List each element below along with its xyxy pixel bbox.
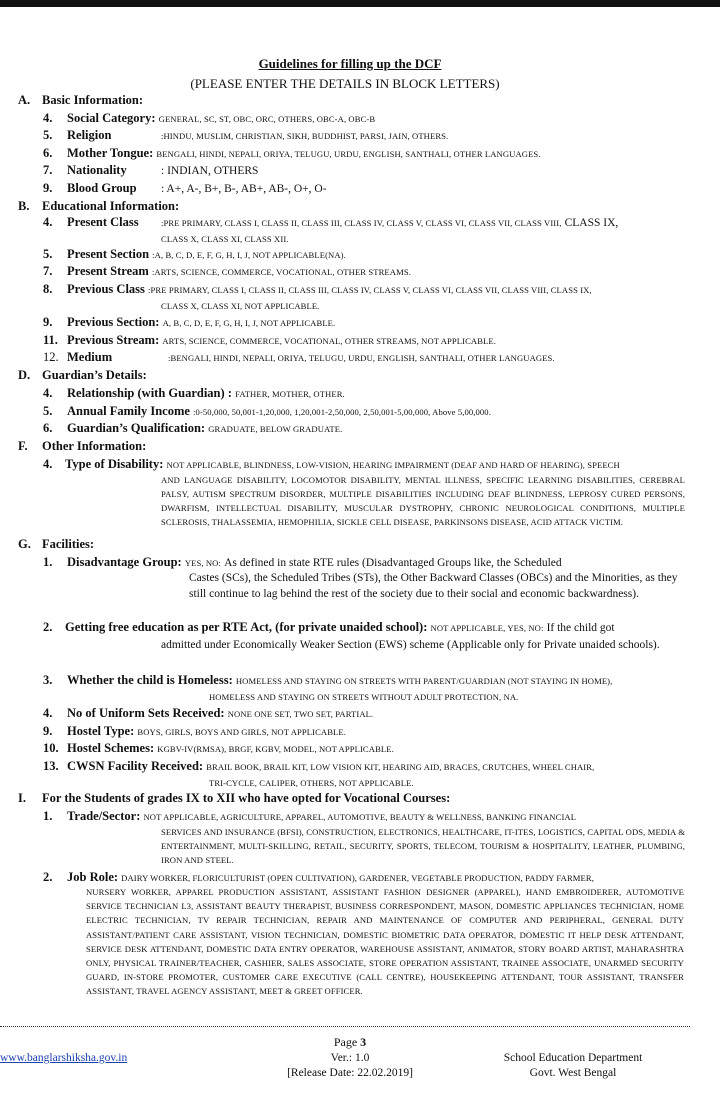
page-title: Guidelines for filling up the DCF	[258, 56, 442, 71]
present-class-cont: CLASS X, CLASS XI, CLASS XII.	[161, 234, 289, 244]
section-d-heading: D. Guardian’s Details:	[18, 368, 147, 382]
mother-tongue-item: 6. Mother Tongue: BENGALI, HINDI, NEPALI, ORIYA, TELUGU, URDU, ENGLISH, SANTHALI, OTHER LANGUAGES.	[43, 146, 541, 160]
present-stream-item: 7. Present Stream :ARTS, SCIENCE, COMMERCE, VOCATIONAL, OTHER STREAMS.	[43, 264, 411, 278]
homeless-cont: HOMELESS AND STAYING ON STREETS WITHOUT ADULT PROTECTION, NA.	[209, 692, 519, 702]
section-i-heading: I. For the Students of grades IX to XII who have opted for Vocational Courses:	[18, 791, 451, 805]
previous-section-item: 9. Previous Section: A, B, C, D, E, F, G, H, I, J, NOT APPLICABLE.	[43, 315, 336, 329]
trade-sector-item: 1. Trade/Sector: NOT APPLICABLE, AGRICULTURE, APPAREL, AUTOMOTIVE, BEAUTY & WELLNESS, BANKING FINANCIAL	[43, 809, 577, 823]
footer-divider	[0, 1026, 690, 1027]
hostel-type-item: 9. Hostel Type: BOYS, GIRLS, BOYS AND GIRLS, NOT APPLICABLE.	[43, 724, 346, 738]
job-role-item: 2. Job Role: DAIRY WORKER, FLORICULTURIST (OPEN CULTIVATION), GARDENER, VEGETABLE PRODUCTION, PADDY FARMER,	[43, 870, 594, 884]
disability-type-cont: AND LANGUAGE DISABILITY, LOCOMOTOR DISABILITY, MENTAL ILLNESS, SPECIFIC LEARNING DISABILITIES, CEREBRAL PALSY, AUTISM SPECTRUM DISORDER, MULTIPLE DISABILITIES INCLUDING DEAF BLINDNESS, LEPROSY CURED PERSONS, DWARFISM, INTELLECTUAL DISABILITY, MUSCULAR DYSTROPHY, CHRONIC NEUROLOGICAL CONDITIONS, MULTIPLE SCLEROSIS, THALASSEMIA, HEMOPHILIA, SICKLE CELL DISEASE, PARKINSONS DISEASE, ACID ATTACK VICTIM.	[161, 475, 685, 527]
job-role-cont: NURSERY WORKER, APPAREL PRODUCTION ASSISTANT, ASSISTANT FASHION DESIGNER (APPAREL), HAND EMBROIDERER, AUTOMOTIVE SERVICE TECHNICIAN L3, ASSISTANT BEAUTY THERAPIST, BUSINESS CORRESPONDENT, MASON, DOMESTIC APPLIANCES TECHNICIAN, HOME ELECTRIC TECHNICIAN, TV REPAIR TECHNICIAN, REPAIR AND MAINTENANCE OF COMPUTER AND PERIPHERAL, GENERAL DUTY ASSISTANT/PATIENT CARE ASSISTANT, VISION TECHNICIAN, DOMESTIC BIOMETRIC DATA OPERATOR, DOMESTIC IT HELP DESK ATTENDANT, SERVICE DESK ATTENDANT, DOMESTIC DATA ENTRY OPERATOR, WAREHOUSE ASSISTANT, ANIMATOR, STORY BOARD ARTIST, MAHARASHTRA ONLY, PHYSICAL TRAINER/TEACHER, CASHIER, SALES ASSOCIATE, STORE OPERATION ASSISTANT, TRAINEE ASSOCIATE, UNARMED SECURITY GUARD, IN-STORE PROMOTER, CUSTOMER CARE EXECUTIVE (CALL CENTRE), HOUSEKEEPING ATTENDANT, TOUR ASSISTANT, TRANSFER ASSISTANT, TRAVEL AGENCY ASSISTANT, MEET & GREET OFFICER.	[86, 887, 684, 997]
section-a-heading: A. Basic Information:	[18, 93, 144, 107]
homeless-item: 3. Whether the child is Homeless: HOMELESS AND STAYING ON STREETS WITH PARENT/GUARDIAN (NOT STAYING IN HOME),	[43, 673, 613, 687]
trade-sector-cont: SERVICES AND INSURANCE (BFSI), CONSTRUCTION, ELECTRONICS, HEALTHCARE, IT-ITES, LOGISTICS, CAPITAL ODS, MEDIA & ENTERTAINMENT, MULTI-SKILLING, RETAIL, SECURITY, SPORTS, TELECOM, TOURISM & HOSPITALITY, LEATHER, PLUMBING, IRON AND STEEL.	[161, 827, 685, 865]
previous-stream-item: 11. Previous Stream: ARTS, SCIENCE, COMMERCE, VOCATIONAL, OTHER STREAMS, NOT APPLICABLE.	[43, 333, 497, 347]
medium-item: 12. Medium :BENGALI, HINDI, NEPALI, ORIYA, TELUGU, URDU, ENGLISH, SANTHALI, OTHER LANGUAGES.	[43, 350, 555, 364]
guardian-relationship-item: 4. Relationship (with Guardian) : FATHER, MOTHER, OTHER.	[43, 386, 345, 400]
social-category-item: 4. Social Category: GENERAL, SC, ST, OBC, ORC, OTHERS, OBC-A, OBC-B	[43, 111, 376, 125]
department-name: School Education Department	[503, 1052, 643, 1064]
previous-class-item: 8. Previous Class :PRE PRIMARY, CLASS I, CLASS II, CLASS III, CLASS IV, CLASS V, CLASS VI, CLASS VII, CLASS VIII, CLASS IX,	[43, 282, 592, 296]
present-class-item: 4. Present Class :PRE PRIMARY, CLASS I, CLASS II, CLASS III, CLASS IV, CLASS V, CLASS VI, CLASS VII, CLASS VIII, CLASS IX,	[43, 215, 619, 229]
page-subtitle: (PLEASE ENTER THE DETAILS IN BLOCK LETTERS)	[190, 76, 500, 91]
uniform-sets-item: 4. No of Uniform Sets Received: NONE ONE SET, TWO SET, PARTIAL.	[43, 706, 374, 720]
page-number: Page 3	[333, 1035, 367, 1049]
family-income-item: 5. Annual Family Income :0-50,000, 50,001-1,20,000, 1,20,001-2,50,000, 2,50,001-5,00,000, Above 5,00,000.	[43, 404, 491, 418]
website-link[interactable]: www.banglarshiksha.gov.in	[0, 1052, 128, 1064]
blood-group-item: 9. Blood Group : A+, A-, B+, B-, AB+, AB-, O+, O-	[43, 181, 327, 195]
release-date: [Release Date: 22.02.2019]	[287, 1067, 413, 1079]
cwsn-facility-item: 13. CWSN Facility Received: BRAIL BOOK, BRAIL KIT, LOW VISION KIT, HEARING AID, BRACES, CRUTCHES, WHEEL CHAIR,	[43, 759, 595, 773]
disadvantage-group-cont: Castes (SCs), the Scheduled Tribes (STs), the Other Backward Classes (OBCs) and the Minorities, as they still continue to lag behind the rest of the society due to their social and economic backwardness).	[189, 572, 678, 600]
previous-class-cont: CLASS X, CLASS XI, NOT APPLICABLE.	[161, 301, 320, 311]
disability-type-item: 4. Type of Disability: NOT APPLICABLE, BLINDNESS, LOW-VISION, HEARING IMPAIRMENT (DEAF AND HARD OF HEARING), SPEECH	[43, 457, 620, 471]
guardian-qualification-item: 6. Guardian’s Qualification: GRADUATE, BELOW GRADUATE.	[43, 421, 343, 435]
version-label: Ver.: 1.0	[330, 1052, 370, 1064]
hostel-schemes-item: 10. Hostel Schemes: KGBV-IV(RMSA), BRGF, KGBV, MODEL, NOT APPLICABLE.	[43, 741, 394, 755]
section-g-heading: G. Facilities:	[18, 537, 95, 551]
government-name: Govt. West Bengal	[529, 1067, 617, 1079]
nationality-item: 7. Nationality : INDIAN, OTHERS	[43, 163, 259, 177]
rte-item: 2. Getting free education as per RTE Act, (for private unaided school): NOT APPLICABLE, YES, NO: If the child got	[43, 620, 615, 634]
disadvantage-group-item: 1. Disadvantage Group: YES, NO: As defined in state RTE rules (Disadvantaged Groups like, the Scheduled	[43, 555, 562, 569]
section-f-heading: F. Other Information:	[18, 439, 147, 453]
present-section-item: 5. Present Section :A, B, C, D, E, F, G, H, I, J, NOT APPLICABLE(NA).	[43, 247, 346, 261]
section-b-heading: B. Educational Information:	[18, 199, 180, 213]
cwsn-facility-cont: TRI-CYCLE, CALIPER, OTHERS, NOT APPLICABLE.	[209, 778, 414, 788]
religion-item: 5. Religion :HINDU, MUSLIM, CHRISTIAN, SIKH, BUDDHIST, PARSI, JAIN, OTHERS.	[43, 128, 449, 142]
rte-cont: admitted under Economically Weaker Section (EWS) scheme (Applicable only for Private unaided schools).	[161, 639, 660, 651]
